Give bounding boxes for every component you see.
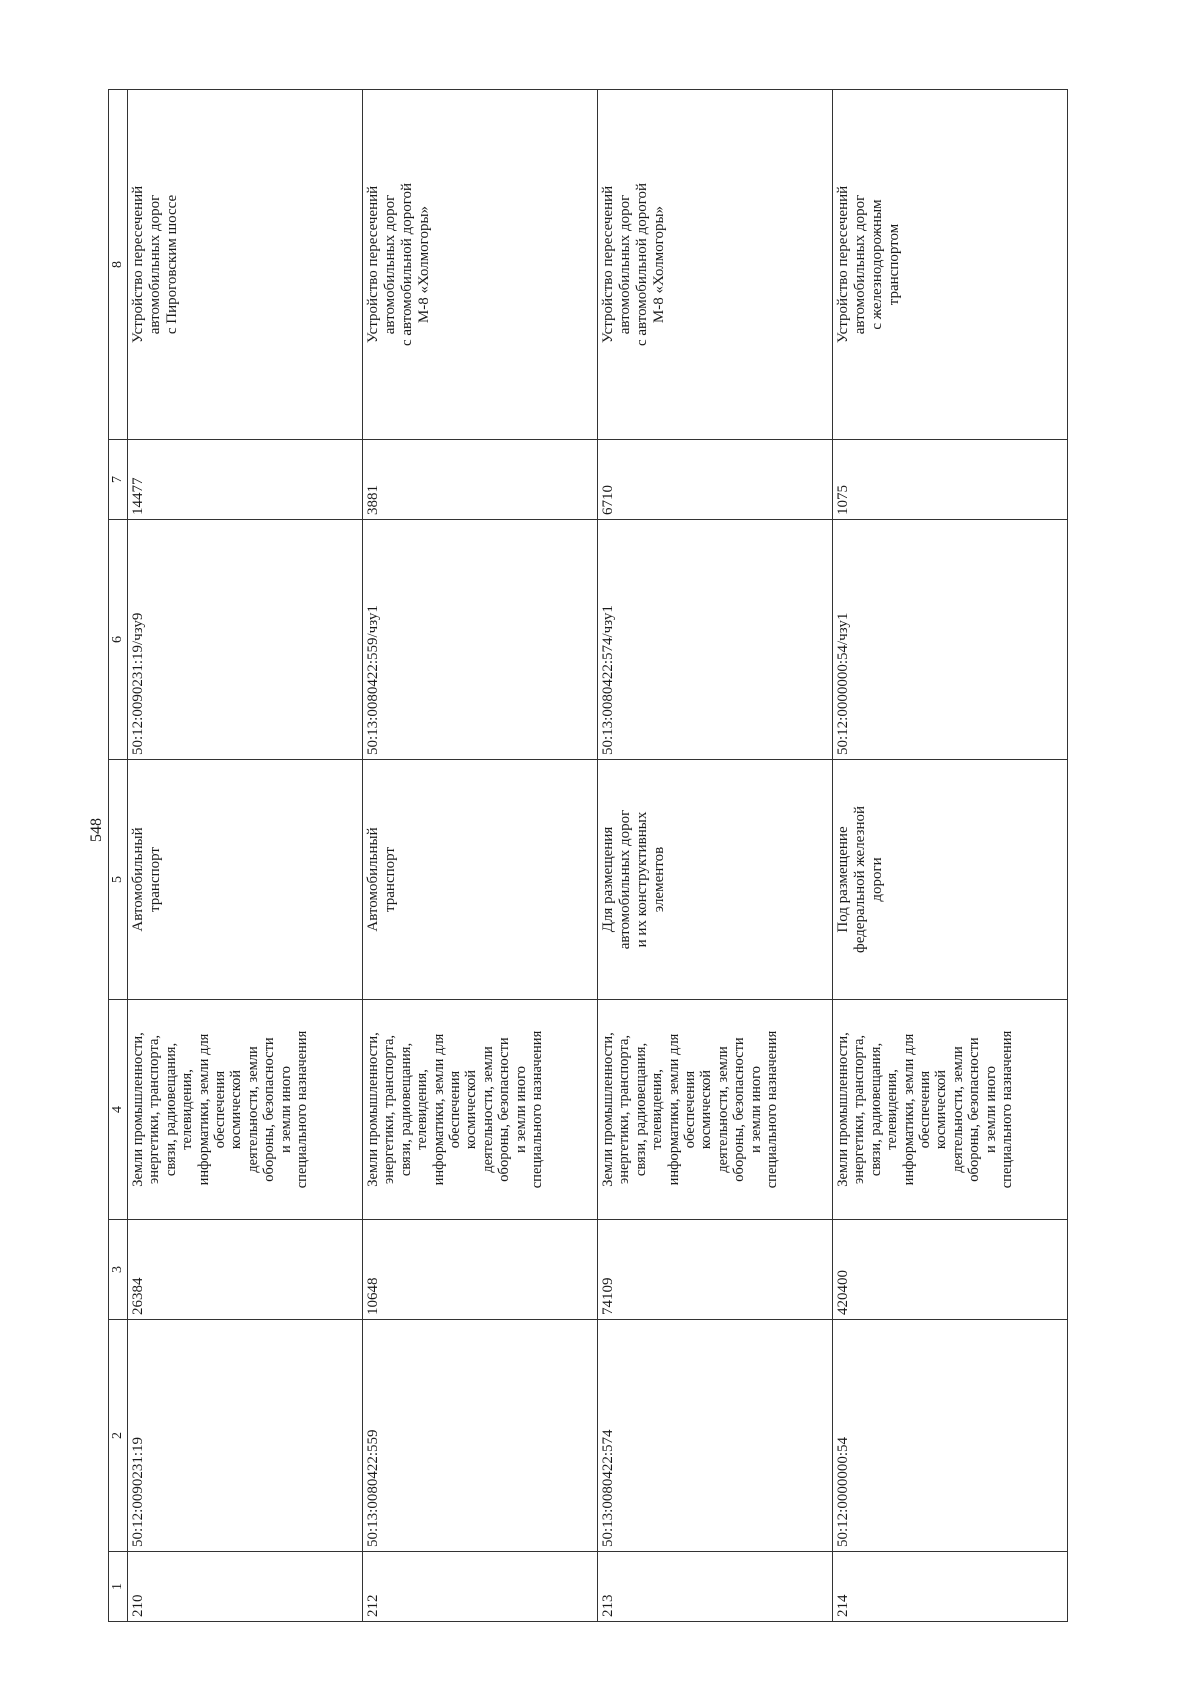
table-row — [598, 90, 833, 1622]
land-category: Земли промышленности, энергетики, транспорта, связи, радиовещания, телевидения, информатики, земли для обеспечения космической деятельности, земли обороны, безопасности и земли иного специального назначения — [363, 1000, 598, 1220]
part-area: 3881 — [363, 440, 598, 520]
header-col-2: 2 — [109, 1320, 128, 1552]
table-row — [833, 90, 1068, 1622]
area-total: 10648 — [363, 1220, 598, 1320]
header-col-6: 6 — [109, 520, 128, 760]
header-col-7: 7 — [109, 440, 128, 520]
permitted-use: Под размещение федеральной железной дороги — [833, 760, 1068, 1000]
purpose: Устройство пересечений автомобильных дорог с Пироговским шоссе — [128, 90, 363, 440]
header-col-1: 1 — [109, 1552, 128, 1622]
land-plots-table — [108, 89, 1068, 1622]
header-row — [109, 90, 128, 1622]
header-col-4: 4 — [109, 1000, 128, 1220]
area-total: 74109 — [598, 1220, 833, 1320]
part-area: 14477 — [128, 440, 363, 520]
page-number: 548 — [88, 818, 105, 842]
part-area: 1075 — [833, 440, 1068, 520]
permitted-use: Автомобильный транспорт — [128, 760, 363, 1000]
cadastral-number: 50:13:0080422:574 — [598, 1320, 833, 1552]
purpose: Устройство пересечений автомобильных дорог с автомобильной дорогой М-8 «Холмогоры» — [598, 90, 833, 440]
row-number: 213 — [598, 1552, 833, 1622]
header-col-8: 8 — [109, 90, 128, 440]
row-number: 214 — [833, 1552, 1068, 1622]
table-row — [363, 90, 598, 1622]
row-number: 210 — [128, 1552, 363, 1622]
part-cadastral-number: 50:13:0080422:559/чзу1 — [363, 520, 598, 760]
land-category: Земли промышленности, энергетики, транспорта, связи, радиовещания, телевидения, информатики, земли для обеспечения космической деятельности, земли обороны, безопасности и земли иного специального назначения — [598, 1000, 833, 1220]
area-total: 420400 — [833, 1220, 1068, 1320]
area-total: 26384 — [128, 1220, 363, 1320]
part-cadastral-number: 50:12:0090231:19/чзу9 — [128, 520, 363, 760]
table-row — [128, 90, 363, 1622]
purpose: Устройство пересечений автомобильных дорог с железнодорожным транспортом — [833, 90, 1068, 440]
part-cadastral-number: 50:13:0080422:574/чзу1 — [598, 520, 833, 760]
header-col-3: 3 — [109, 1220, 128, 1320]
permitted-use: Автомобильный транспорт — [363, 760, 598, 1000]
header-col-5: 5 — [109, 760, 128, 1000]
part-area: 6710 — [598, 440, 833, 520]
land-category: Земли промышленности, энергетики, транспорта, связи, радиовещания, телевидения, информатики, земли для обеспечения космической деятельности, земли обороны, безопасности и земли иного специального назначения — [128, 1000, 363, 1220]
row-number: 212 — [363, 1552, 598, 1622]
land-plots-table-container — [108, 90, 1068, 1622]
permitted-use: Для размещения автомобильных дорог и их конструктивных элементов — [598, 760, 833, 1000]
cadastral-number: 50:12:0090231:19 — [128, 1320, 363, 1552]
cadastral-number: 50:13:0080422:559 — [363, 1320, 598, 1552]
part-cadastral-number: 50:12:0000000:54/чзу1 — [833, 520, 1068, 760]
land-category: Земли промышленности, энергетики, транспорта, связи, радиовещания, телевидения, информатики, земли для обеспечения космической деятельности, земли обороны, безопасности и земли иного специального назначения — [833, 1000, 1068, 1220]
cadastral-number: 50:12:0000000:54 — [833, 1320, 1068, 1552]
purpose: Устройство пересечений автомобильных дорог с автомобильной дорогой М-8 «Холмогоры» — [363, 90, 598, 440]
